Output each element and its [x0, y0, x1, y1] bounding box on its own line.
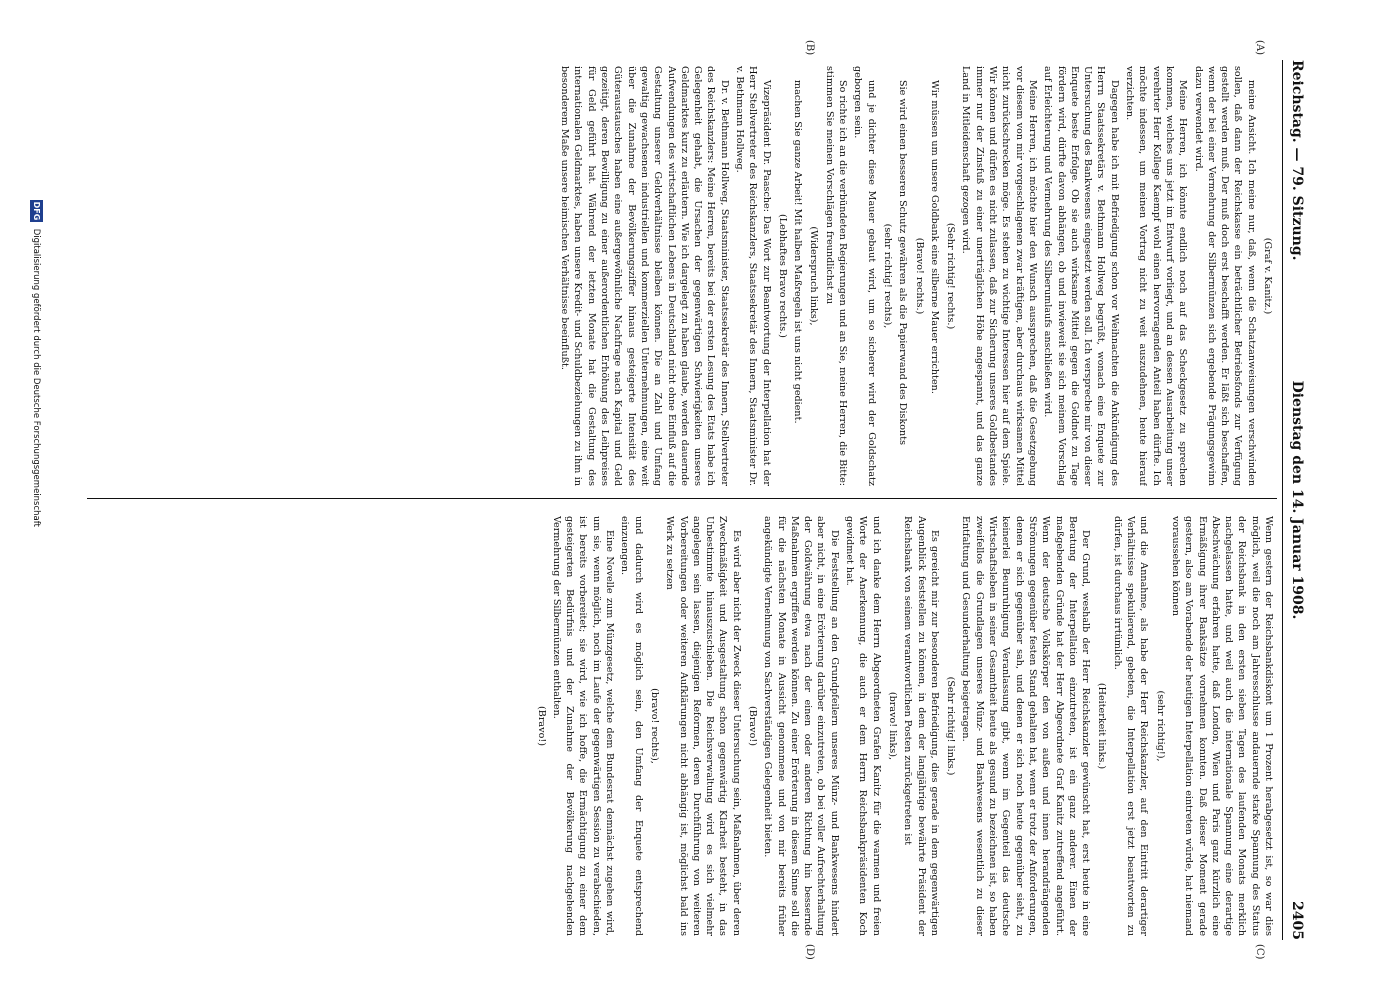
footer: [27, 200, 43, 980]
dfg-logo: DFG: [32, 201, 41, 221]
interjection: (bravo! rechts),: [648, 688, 660, 764]
paragraph: Es wird aber nicht der Zweck dieser Untersuchung sein, Maßnahmen, über deren Zweckmäßigkeit und Ausgestaltung schon gegenwärtig Klarheit besteht, in das Unbestimmte hinauszuschieben. Die Reichsverwaltung wird es sich vielmehr angelegen sein lassen, diejenigen Reformen, deren Durchführung von weiteren Vorbereitungen oder weiteren Aufklärungen nicht abhängig ist, möglichst bald ins Werk zu setzen: [664, 516, 742, 936]
paragraph: Wenn gestern der Reichsbankdiskont um 1 Prozent herabgesetzt ist, so war dies möglich, weil die noch am Jahresschlusse andauernde starke Spannung des Status der Reichsbank in den ersten sieben Tagen des laufenden Monats merklich nachgelassen hatte, und weil auch die internationale Spannung eine derartige Abschwächung erfahren hatte, daß London, Wien und Paris ganz kürzlich eine Ermäßigung ihrer Banksätze vornehmen konnten. Daß dieser Moment gerade gestern, also am Vorabende der heutigen Interpellation eintreten würde, hat niemand voraussehen können: [1169, 516, 1274, 936]
interjection: (bravo! links),: [886, 691, 898, 761]
interjection: (Lebhaftes Bravo rechts.): [776, 214, 788, 338]
paragraph: Sie wird einen besseren Schutz gewähren als die Papierwand des Diskonts: [897, 80, 909, 446]
page-number: 2405: [1289, 901, 1305, 940]
paragraph: Es gereicht mir zur besonderen Befriedigung, dies gerade in dem gegenwärtigen Augenblick feststellen zu können, in dem der langjährige bewährte Präsident der Reichsbank von seinem verantwortlichen Posten zurückgetreten ist: [902, 516, 940, 936]
paragraph: Meine Herren, ich könnte endlich noch auf das Scheckgesetz zu sprechen kommen, welches uns jetzt im Entwurf vorliegt, und an dessen Ausarbeitung unser verehrter Herr Kollege Kaempf wohl einen hervorragenden Anteil haben dürfte. Ich möchte indessen, um meinen Vortrag nicht zu weit auszudehnen, heute hierauf verzichten.: [1124, 66, 1189, 486]
paragraph: Wir müssen um unsere Goldbank eine silberne Mauer errichten.: [928, 80, 940, 394]
paragraph: Dagegen habe ich mit Befriedigung schon vor Weihnachten die Ankündigung des Herrn Staatssekretärs v. Bethmann Hollweg begrüßt, wonach eine Enquete zur Untersuchung des Bankwesens eingesetzt werden soll. Ich verspreche mir von dieser Enquete beste Erfolge. Ob sie auch wirksame Mittel gegen die Goldnot zu Tage fördern wird, dürfte davon abhängen, ob und inwieweit sie sich meinem Vorschlag auf Erleichterung und Vermehrung des Silberumlaufs anschließen wird.: [1042, 66, 1120, 486]
right-column: [85, 516, 1275, 936]
paragraph: und die Annahme, als habe der Herr Reichskanzler, auf den Eintritt derartiger Verhältnisse spekulierend, gebeten, die Interpellation erst jetzt beantworten zu dürfen, ist durchaus irrtümlich.: [1111, 516, 1150, 936]
interjection: (Bravo!): [747, 706, 759, 746]
interjection: (Widerspruch links),: [808, 226, 820, 326]
paragraph: machen Sie ganze Arbeit! Mit halben Maßregeln ist uns nicht gedient.: [792, 80, 804, 424]
paragraph: Meine Herren, ich möchte hier den Wunsch aussprechen, daß die Gesetzgebung vor diesem von mir vorgeschlagenen zwar kräftigen, aber durchaus wirksamen Mittel nicht zurückschrecken möge. Es stehen zu wichtige Interessen hier auf dem Spiele. Wir können und dürfen es nicht zulassen, daß zur Sicherung unseres Goldbestandes immer nur der Zinsfuß zu einer unerträglichen Höhe angespannt, und das ganze Land in Mitleidenschaft gezogen wird.: [960, 66, 1038, 486]
paragraph: und je dichter diese Mauer gebaut wird, um so sicherer wird der Goldschatz geborgen sein.: [852, 66, 877, 486]
header-rule: [1282, 60, 1283, 940]
column-divider: [87, 498, 1277, 499]
interjection: (Heiterkeit links.): [1096, 682, 1108, 770]
footer-text: Digitalisierung gefördert durch die Deutsche Forschungsgemeinschaft: [31, 228, 41, 527]
margin-mark-b: (B): [804, 40, 815, 56]
paragraph: meine Ansicht. Ich meine nur, daß, wenn die Schatzanweisungen verschwinden sollen, daß dann der Reichskasse ein beträchtlicher Betriebsfonds zur Verfügung gestellt werden muß. Der muß doch erst beschafft werden. Er läßt sich beschaffen, wenn der bei einer Vermehrung der Silbermünzen sich ergebende Prägungsgewinn dazu verwendet wird.: [1192, 66, 1257, 486]
interjection: (sehr richtig! rechts),: [881, 223, 893, 329]
paragraph: So richte ich an die verbündeten Regierungen und an Sie, meine Herren, die Bitte: stimmen Sie meinen Vorschlägen freundlichst zu: [823, 66, 849, 486]
paragraph: Eine Novelle zum Münzgesetz, welche dem Bundesrat demnächst zugehen wird, um sie, wenn möglich, noch im Laufe der gegenwärtigen Session zu verabschieden, ist bereits vorbereitet; sie wird, wie ich hoffe, die Ermächtigung zu einer dem gesteigerten Bedürfnis und der Zunahme der Bevölkerung nachgehenden Vermehrung der Silbermünzen enthalten.: [550, 516, 616, 936]
paragraph: und dadurch wird es möglich sein, den Umfang der Enquete entsprechend einzuengen.: [619, 516, 644, 936]
interjection: (sehr richtig!),: [1154, 690, 1166, 762]
margin-mark-d: (D): [804, 944, 815, 960]
paragraph: Vizepräsident Dr. Paasche: Das Wort zur Beantwortung der Interpellation hat der Herr Stellvertreter des Reichskanzlers, Staatssekretär des Innern, Staatsminister Dr. v. Bethmann Hollweg.: [734, 66, 772, 486]
paragraph: Die Feststellung an den Grundpfeilern unseres Münz- und Bankwesens hindert aber nicht, in eine Erörterung darüber einzutreten, ob bei voller Aufrechterhaltung der Goldwährung etwa nach der einen oder anderen Richtung hin bessernde Maßnahmen ergriffen werden können. Zu einer Erörterung in diesem Sinne soll die für die nächsten Monate in Aussicht genommene und von mir bereits früher angekündigte Vernehmung von Sachverständigen Gelegenheit bieten.: [762, 516, 840, 936]
interjection: (Graf v. Kanitz.): [1262, 237, 1273, 315]
left-column: [85, 66, 1275, 486]
interjection: (Sehr richtig! links.): [945, 676, 957, 776]
header-date: Dienstag den 14. Januar 1908.: [1289, 380, 1305, 620]
paragraph: und ich danke dem Herrn Abgeordneten Grafen Kanitz für die warmen und freien Worte der Anerkennung, die auch er dem Herrn Reichsbankpräsidenten Koch gewidmet hat.: [844, 516, 882, 936]
margin-mark-a: (A): [1254, 40, 1265, 56]
paragraph: Der Grund, weshalb der Herr Reichskanzler gewünscht hat, erst heute in eine Beratung der Interpellation einzutreten, ist ein ganz anderer. Einen der maßgebenden Gründe hat der Herr Abgeordnete Graf Kanitz zutreffend angeführt. Wenn der deutsche Volkskörper den von außen und innen herandrängenden Strömungen gegenüber festen Stand gehalten hat, wenn er trotz der Anforderungen, denen er sich gegenüber sah, und denen er sich noch heute gegenüber sieht, zu keinerlei Beunruhigung Veranlassung gibt, wenn im Gegenteil das deutsche Wirtschaftsleben in seiner Gesamtheit heute als gesund zu bezeichnen ist, so haben zweifellos die Grundlagen unseres Münz- und Bankwesens wesentlich zu dieser Entfaltung und Gesunderhaltung beigetragen.: [960, 516, 1092, 936]
margin-mark-c: (C): [1254, 944, 1265, 960]
interjection: (Bravo! rechts.): [913, 237, 925, 315]
header-left: Reichstag. — 79. Sitzung.: [1289, 60, 1305, 261]
interjection: (Bravo!): [535, 706, 547, 746]
interjection: (Sehr richtig! rechts.): [945, 222, 957, 330]
paragraph: Dr. v. Bethmann Hollweg, Staatsminister, Staatssekretär des Innern, Stellvertreter des Reichskanzlers: Meine Herren, bereits bei der ersten Lesung des Etats habe ich Gelegenheit gehabt, die Ursachen der gegenwärtigen Schwierigkeiten unseres Geldmarktes kurz zu erläutern. Wie ich dargelegt zu haben glaube, werden dauernde Aufwendungen des wirtschaftlichen Lebens in Deutschland nicht ohne Einfluß auf die Gestaltung unserer Geldverhältnisse bleiben können. Die an Zahl und Umfang gewaltig gewachsenen industriellen und kommerziellen Unternehmungen, eine weit über die Zunahme der Bevölkerungsziffer hinaus gesteigerte Intensität des Güteraustausches haben eine außergewöhnliche Nachfrage nach Kapital und Geld gezeitigt, deren Bewilligung zu einer außerordentlichen Erhöhung des Leihpreises für Geld geführt hat. Während der letzten Monate hat die Gestaltung des internationalen Geldmarktes, haben unsere Kredit- und Schuldbeziehungen zu ihm in besonderem Maße unsere heimischen Verhältnisse beeinflußt.: [559, 66, 730, 486]
